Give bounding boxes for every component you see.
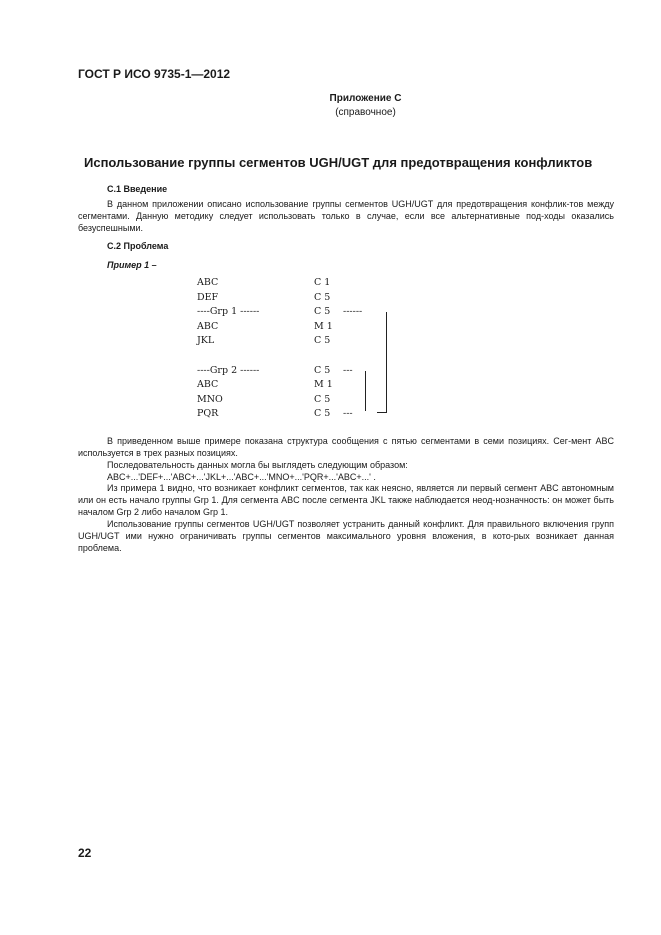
document-header: ГОСТ Р ИСО 9735-1—2012 <box>78 67 231 81</box>
segment-name: MNO <box>197 393 223 405</box>
group-bracket-line: --- <box>343 408 353 420</box>
explanation-paragraph-1: В приведенном выше примере показана структура сообщения с пятью сегментами в семи позициях. Сег-мент ABC используется в трех разных позициях. <box>78 436 614 458</box>
segment-name: JKL <box>197 335 215 347</box>
segment-name: DEF <box>197 291 219 303</box>
segment-status: M 1 <box>314 320 333 332</box>
explanation-paragraph-4: Использование группы сегментов UGH/UGT позволяет устранить данный конфликт. Для правильного включения групп UGH/UGT ими нужно ограничивать группы сегментов максимального уровня вложения, в кото-рых возникает данная проблема. <box>78 519 614 553</box>
group2-bracket-vertical <box>365 371 366 411</box>
segment-name: ABC <box>197 320 219 332</box>
group1-bracket-end <box>377 412 387 413</box>
appendix-title: Использование группы сегментов UGH/UGT для предотвращения конфликтов <box>84 155 593 170</box>
group-bracket-line: --- <box>343 364 353 376</box>
appendix-name: Приложение С <box>329 93 402 104</box>
segment-status: C 5 <box>314 393 331 405</box>
segment-status: C 5 <box>314 335 331 347</box>
introduction-text: В данном приложении описано использование группы сегментов UGH/UGT для предотвращения конфлик-тов между сегментами. Данную методику следует использовать только в случае, если все альтернативные под-ходы оказались безуспешными. <box>78 199 614 233</box>
segment-status: C 5 <box>314 408 331 420</box>
group-separator: ----Grp 1 ------ <box>197 306 260 318</box>
segment-status: C 5 <box>314 364 331 376</box>
section-heading-problem: С.2 Проблема <box>107 241 169 251</box>
appendix-label <box>0 92 661 120</box>
segment-status: M 1 <box>314 379 333 391</box>
explanation-paragraph-2: Последовательность данных могла бы выглядеть следующим образом: <box>107 460 408 470</box>
appendix-kind: (справочное) <box>335 107 396 118</box>
introduction-paragraph <box>78 198 614 234</box>
section-heading-introduction: С.1 Введение <box>107 184 168 194</box>
group1-bracket-vertical <box>386 312 387 413</box>
segment-status: C 1 <box>314 277 331 288</box>
data-sequence-example: ABC+...'DEF+...'ABC+...'JKL+...'ABC+...'MNO+...'PQR+...'ABC+...' . <box>107 472 376 482</box>
group-bracket-line: ------ <box>343 306 363 318</box>
segment-name: ABC <box>197 277 219 288</box>
page-number: 22 <box>78 846 92 860</box>
segment-name: PQR <box>197 408 219 420</box>
segment-name: ABC <box>197 379 219 391</box>
segment-status: C 5 <box>314 291 331 303</box>
explanation-paragraph-3: Из примера 1 видно, что возникает конфликт сегментов, так как неясно, является ли первый сегмент ABC автономным или он есть начало группы Grp 1. Для сегмента ABC после сегмента JKL также наблюдается неод-нозначность: он может быть началом Grp 2 либо началом Grp 1. <box>78 483 614 517</box>
segment-status: C 5 <box>314 306 331 318</box>
group-separator: ----Grp 2 ------ <box>197 364 260 376</box>
example-label: Пример 1 – <box>107 260 157 270</box>
